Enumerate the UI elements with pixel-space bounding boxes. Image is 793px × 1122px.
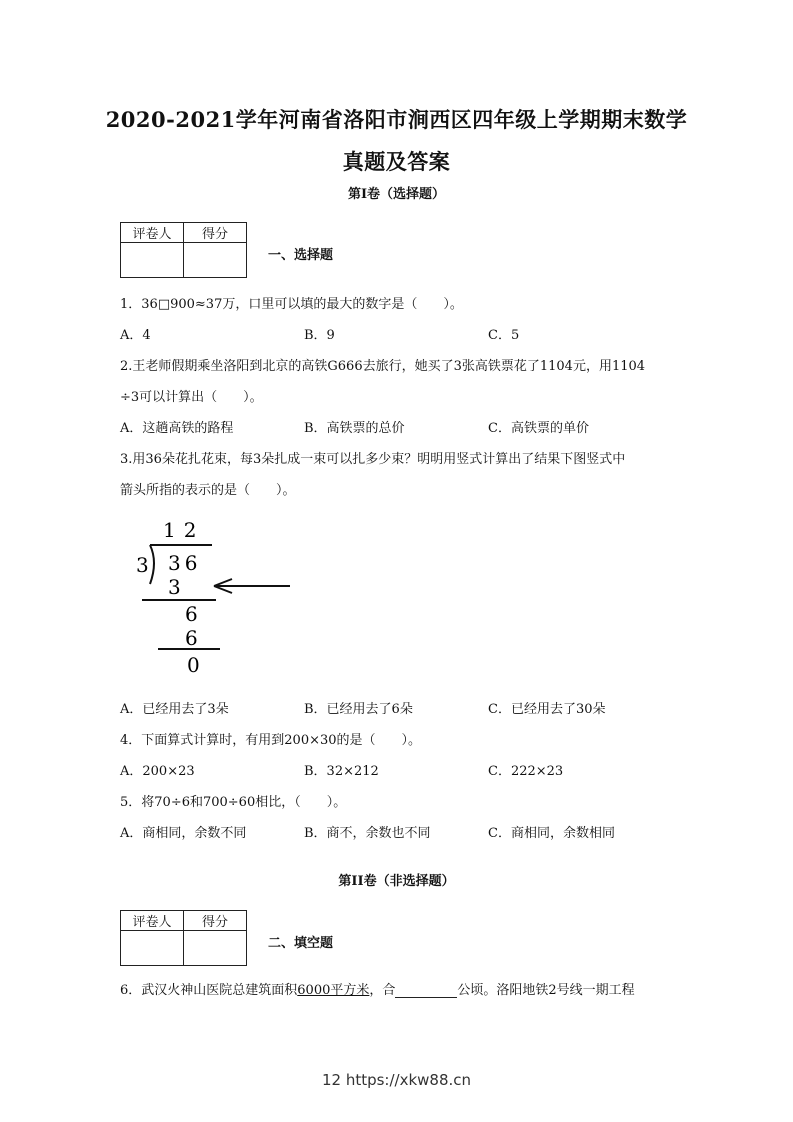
page-footer: 12 https://xkw88.cn <box>321 1071 472 1089</box>
score-table-grader-header: 评卷人 <box>121 223 184 243</box>
score-table-grader-cell <box>121 243 184 278</box>
score-table-score-header: 得分 <box>184 911 247 931</box>
question-6-text <box>120 979 635 998</box>
question-4-text: 4．下面算式计算时，有用到200×30的是（ ）。 <box>120 733 422 748</box>
section-fill-heading: 二、填空题 <box>268 936 334 951</box>
question-2-text-line1: 2.王老师假期乘坐洛阳到北京的高铁G666去旅行，她买了3张高铁票花了1104元，用1104 <box>120 359 646 374</box>
division-divisor: 3 <box>136 553 149 577</box>
question-1-text: 1．36□900≈37万，口里可以填的最大的数字是（ ）。 <box>120 297 463 312</box>
question-3-option-a: A．已经用去了3朵 <box>120 702 229 717</box>
document-title-line1: 2020-2021学年河南省洛阳市涧西区四年级上学期期末数学 <box>105 107 688 132</box>
score-table-score-cell <box>184 243 247 278</box>
question-1-option-a: A．4 <box>120 328 151 343</box>
question-2-option-a: A．这趟高铁的路程 <box>120 421 234 436</box>
part2-heading: 第II卷（非选择题） <box>338 874 455 889</box>
question-5-option-c: C．商相同，余数相同 <box>488 826 615 841</box>
division-step1: 3 <box>168 575 181 599</box>
question-6-blank[interactable] <box>395 983 457 998</box>
question-2-text-line2: ÷3可以计算出（ ）。 <box>120 390 263 405</box>
question-1-option-c: C．5 <box>488 328 520 343</box>
question-5-text: 5．将70÷6和700÷60相比，（ ）。 <box>120 795 347 810</box>
question-5-option-a: A．商相同，余数不同 <box>120 826 247 841</box>
question-3-text-line1: 3.用36朵花扎花束，每3朵扎成一束可以扎多少束？明明用竖式计算出了结果下图竖式中 <box>120 452 626 467</box>
question-6-middle: ，合 <box>369 983 396 998</box>
question-3-text-line2: 箭头所指的表示的是（ ）。 <box>120 483 296 498</box>
division-bracket <box>150 545 154 584</box>
question-6-after: 公顷。洛阳地铁2号线一期工程 <box>457 983 635 998</box>
question-6-underlined: 6000平方米 <box>297 983 370 998</box>
question-4-option-a: A．200×23 <box>120 764 195 779</box>
score-table-score-header: 得分 <box>184 223 247 243</box>
question-5-option-b: B．商不，余数也不同 <box>304 826 431 841</box>
question-3-option-b: B．已经用去了6朵 <box>304 702 413 717</box>
question-4-option-c: C．222×23 <box>488 764 564 779</box>
section-choice-heading: 一、选择题 <box>268 248 334 263</box>
part1-heading: 第I卷（选择题） <box>347 187 446 202</box>
question-6-before: 6．武汉火神山医院总建筑面积 <box>120 983 298 998</box>
score-table-score-cell <box>184 931 247 966</box>
document-title-line2: 真题及答案 <box>342 149 451 174</box>
question-4-option-b: B．32×212 <box>304 764 379 779</box>
score-table-1 <box>120 222 247 278</box>
division-remainder-2: 0 <box>187 653 200 677</box>
question-1-option-b: B．9 <box>304 328 335 343</box>
score-table-2 <box>120 910 247 966</box>
score-table-grader-header: 评卷人 <box>121 911 184 931</box>
question-2-option-c: C．高铁票的单价 <box>488 421 589 436</box>
question-3-option-c: C．已经用去了30朵 <box>488 702 606 717</box>
division-quotient: 12 <box>163 518 205 542</box>
division-dividend: 36 <box>168 551 202 575</box>
division-remainder-1: 6 <box>185 602 198 626</box>
division-step2: 6 <box>185 626 198 650</box>
question-2-option-b: B．高铁票的总价 <box>304 421 405 436</box>
long-division-diagram <box>128 512 298 680</box>
score-table-grader-cell <box>121 931 184 966</box>
